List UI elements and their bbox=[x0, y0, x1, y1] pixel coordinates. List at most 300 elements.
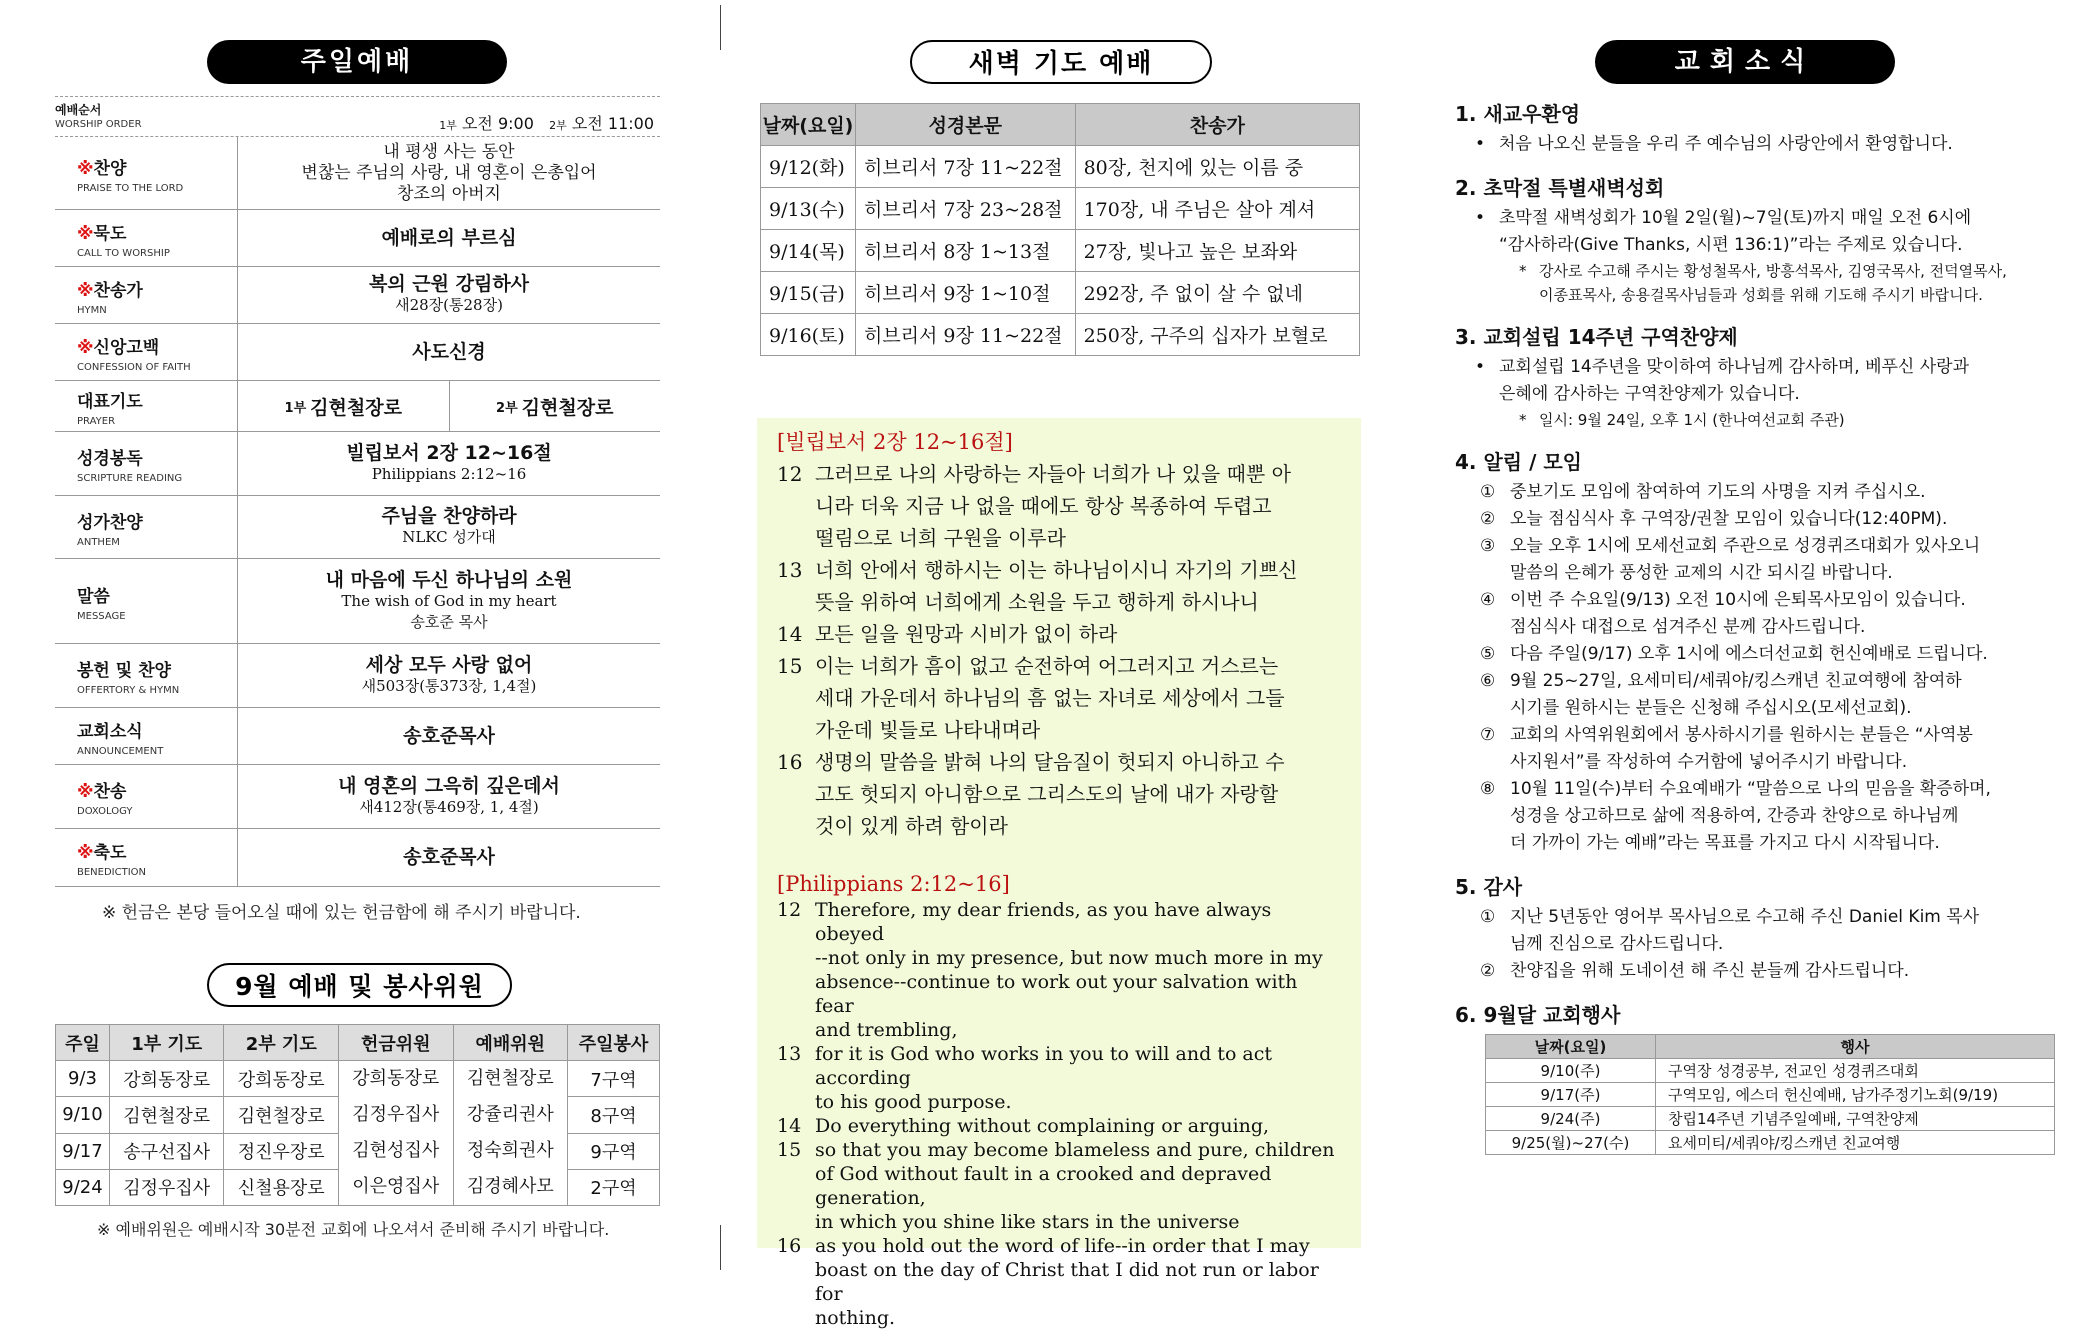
verse-line: in which you shine like stars in the universe bbox=[815, 1211, 1240, 1233]
news-item bbox=[1455, 904, 2055, 958]
worship-item-ko: 봉헌 및 찬양 bbox=[77, 661, 171, 681]
ko-scripture-ref: [빌립보서 2장 12~16절] bbox=[777, 430, 1013, 454]
dawn-cell: 히브리서 9장 1~10절 bbox=[855, 272, 1075, 314]
verse-line: 뜻을 위하여 너희에게 소원을 두고 행하게 하시나니 bbox=[815, 590, 1259, 614]
star-icon: ※ bbox=[77, 843, 94, 863]
committee-prayer2: 강희동장로 bbox=[224, 1061, 339, 1097]
events-row bbox=[1486, 1083, 2055, 1107]
news-item-line: “감사하라(Give Thanks, 시편 136:1)”라는 주제로 있습니다. bbox=[1499, 235, 1963, 255]
news-item-line: 다음 주일(9/17) 오후 1시에 에스더선교회 헌신예배로 드립니다. bbox=[1510, 644, 1988, 664]
worship-item-en: MESSAGE bbox=[77, 610, 126, 622]
verse-text bbox=[815, 554, 1298, 618]
center-divider-bottom bbox=[720, 1225, 721, 1270]
verse-line: nothing. bbox=[815, 1307, 896, 1329]
ko-verses bbox=[777, 458, 1339, 842]
worship-item-label bbox=[55, 381, 238, 431]
worship-item-value bbox=[238, 644, 660, 707]
news-item bbox=[1455, 958, 2055, 985]
worship-item-title: 사도신경 bbox=[412, 340, 486, 363]
news-item-text bbox=[1510, 641, 1988, 668]
verse-line: boast on the day of Christ that I did not run or labor for bbox=[815, 1259, 1319, 1305]
news-item bbox=[1455, 533, 2055, 587]
news-item-line: 오늘 오후 1시에 모세선교회 주관으로 성경퀴즈대회가 있사오니 bbox=[1510, 536, 1981, 556]
worship-item-line: 송호준 목사 bbox=[410, 612, 488, 631]
news-item-marker: * bbox=[1519, 411, 1527, 429]
news-section-title: 4. 알림 / 모임 bbox=[1455, 450, 1582, 474]
committee-date: 9/24 bbox=[56, 1169, 110, 1205]
news-item-marker: * bbox=[1519, 262, 1527, 280]
news-item-text bbox=[1510, 776, 1991, 857]
dawn-row bbox=[761, 230, 1360, 272]
worship-item-label bbox=[55, 210, 238, 266]
news-item-line: 중보기도 모임에 참여하여 기도의 사명을 지켜 주십시오. bbox=[1510, 482, 1926, 502]
worship-row bbox=[55, 765, 660, 829]
worship-member: 정숙희권사 bbox=[466, 1140, 554, 1161]
news-item-line: 은혜에 감사하는 구역찬양제가 있습니다. bbox=[1499, 384, 1800, 404]
offering-member: 이은영집사 bbox=[352, 1176, 440, 1197]
committee-prayer1: 송구선집사 bbox=[109, 1133, 224, 1169]
dawn-cell: 9/14(목) bbox=[761, 230, 856, 272]
worship-item-value bbox=[238, 267, 660, 323]
events-cell: 9/24(주) bbox=[1486, 1107, 1656, 1131]
events-row bbox=[1486, 1107, 2055, 1131]
worship-item-line: 변찮는 주님의 사랑, 내 영혼이 은총입어 bbox=[301, 162, 597, 183]
verse-line: 생명의 말씀을 밝혀 나의 달음질이 헛되지 아니하고 수 bbox=[815, 750, 1285, 774]
prayer-split bbox=[238, 381, 660, 431]
committee-header: 예배위원 bbox=[453, 1025, 568, 1061]
committee-prayer1: 강희동장로 bbox=[109, 1061, 224, 1097]
offering-committee bbox=[339, 1061, 454, 1206]
worship-item-label bbox=[55, 267, 238, 323]
news-item-text bbox=[1499, 205, 1971, 259]
verse-line: 떨림으로 너희 구원을 이루라 bbox=[815, 526, 1066, 550]
committee-prayer2: 김현철장로 bbox=[224, 1097, 339, 1133]
verse-number: 12 bbox=[777, 899, 802, 921]
news-item-text bbox=[1539, 259, 2007, 307]
news-item-line: 9월 25~27일, 요세미티/세쿼야/킹스캐년 친교여행에 참여하 bbox=[1510, 671, 1962, 691]
worship-item-line: The wish of God in my heart bbox=[341, 591, 557, 610]
dawn-header: 성경본문 bbox=[855, 104, 1075, 146]
dawn-header: 날짜(요일) bbox=[761, 104, 856, 146]
worship-item-label bbox=[55, 644, 238, 707]
offering-member: 김현성집사 bbox=[352, 1140, 440, 1161]
offering-member: 김정우집사 bbox=[352, 1104, 440, 1125]
worship-item-label bbox=[55, 432, 238, 495]
dawn-cell: 292장, 주 없이 살 수 없네 bbox=[1075, 272, 1359, 314]
worship-row bbox=[55, 267, 660, 324]
verse-number: 14 bbox=[777, 1115, 802, 1137]
news-item-marker: • bbox=[1475, 357, 1486, 377]
committee-date: 9/17 bbox=[56, 1133, 110, 1169]
worship-item-en: BENEDICTION bbox=[77, 867, 147, 878]
worship-item-title: 복의 근원 강림하사 bbox=[368, 273, 530, 295]
worship-item-line: 새28장(통28장) bbox=[395, 296, 503, 314]
verse-text bbox=[815, 746, 1285, 842]
church-news bbox=[1455, 98, 2055, 1155]
news-item-marker: ② bbox=[1480, 961, 1496, 981]
news-item-line: 처음 나오신 분들을 우리 주 예수님의 사랑안에서 환영합니다. bbox=[1499, 134, 1953, 154]
committee-header: 주일 bbox=[56, 1025, 110, 1061]
dawn-cell: 히브리서 7장 11~22절 bbox=[855, 146, 1075, 188]
news-item-text bbox=[1499, 131, 1953, 158]
news-item bbox=[1455, 776, 2055, 857]
news-item-text bbox=[1539, 408, 1845, 432]
news-section-title: 3. 교회설립 14주년 구역찬양제 bbox=[1455, 325, 1738, 349]
events-cell: 창립14주년 기념주일예배, 구역찬양제 bbox=[1656, 1107, 2055, 1131]
worship-item-ko: ※찬송 bbox=[77, 782, 127, 802]
news-item-marker: ⑦ bbox=[1480, 725, 1496, 745]
verse-number: 13 bbox=[777, 558, 803, 582]
verse-line: to his good purpose. bbox=[815, 1091, 1012, 1113]
worship-row bbox=[55, 210, 660, 267]
dawn-cell: 히브리서 9장 11~22절 bbox=[855, 314, 1075, 356]
news-item-line: 이번 주 수요일(9/13) 오전 10시에 은퇴목사모임이 있습니다. bbox=[1510, 590, 1966, 610]
worship-item-line: Philippians 2:12~16 bbox=[371, 464, 527, 483]
verse-line: 너희 안에서 행하시는 이는 하나님이시니 자기의 기쁘신 bbox=[815, 558, 1298, 582]
worship-item-title: 내 마음에 두신 하나님의 소원 bbox=[325, 568, 573, 591]
worship-row bbox=[55, 381, 660, 432]
worship-item-line: 내 평생 사는 동안 bbox=[383, 141, 515, 162]
worship-row bbox=[55, 644, 660, 708]
committee-date: 9/3 bbox=[56, 1061, 110, 1097]
worship-item-en: SCRIPTURE READING bbox=[77, 473, 183, 484]
verse-line: and trembling, bbox=[815, 1019, 958, 1041]
news-item-marker: • bbox=[1475, 134, 1486, 154]
worship-item-title: 예배로의 부르심 bbox=[381, 226, 517, 249]
news-item-marker: ① bbox=[1480, 907, 1496, 927]
events-header-row bbox=[1486, 1035, 2055, 1059]
news-section-title: 6. 9월달 교회행사 bbox=[1455, 1003, 1621, 1027]
events-row bbox=[1486, 1059, 2055, 1083]
service2-label: 2부 bbox=[549, 119, 567, 132]
news-item bbox=[1455, 668, 2055, 722]
worship-item-en: HYMN bbox=[77, 304, 107, 316]
news-item-text bbox=[1510, 506, 1947, 533]
worship-item-value bbox=[238, 708, 660, 764]
worship-member: 김현철장로 bbox=[466, 1068, 554, 1089]
verse bbox=[777, 650, 1339, 746]
events-cell: 요세미티/세쿼야/킹스캐년 친교여행 bbox=[1656, 1131, 2055, 1155]
committee-header: 1부 기도 bbox=[109, 1025, 224, 1061]
verse bbox=[777, 1234, 1339, 1330]
worship-committee bbox=[453, 1061, 568, 1206]
worship-order-header bbox=[55, 97, 660, 137]
committee-prayer2: 신철용장로 bbox=[224, 1169, 339, 1205]
worship-item-en: CALL TO WORSHIP bbox=[77, 247, 170, 259]
worship-item-ko: ※묵도 bbox=[77, 223, 127, 244]
news-item bbox=[1455, 354, 2055, 408]
worship-item-value bbox=[238, 559, 660, 643]
news-item-text bbox=[1510, 904, 1979, 958]
star-icon: ※ bbox=[77, 782, 94, 802]
verse-line: of God without fault in a crooked and depraved generation, bbox=[815, 1163, 1272, 1209]
worship-member: 김경혜사모 bbox=[466, 1176, 554, 1197]
worship-row bbox=[55, 496, 660, 559]
news-section-title: 2. 초막절 특별새벽성회 bbox=[1455, 176, 1665, 200]
verse-number: 12 bbox=[777, 462, 803, 486]
worship-item-en: DOXOLOGY bbox=[77, 806, 133, 817]
worship-item-ko: ※축도 bbox=[77, 843, 127, 863]
news-item-line: 더 가까이 가는 예배”라는 목표를 가지고 다시 시작됩니다. bbox=[1510, 833, 1940, 853]
dawn-header: 찬송가 bbox=[1075, 104, 1359, 146]
verse-line: 모든 일을 원망과 시비가 없이 하라 bbox=[815, 622, 1118, 646]
news-item bbox=[1455, 506, 2055, 533]
news-item-marker: ③ bbox=[1480, 536, 1496, 556]
worship-item-title: 주님을 찬양하라 bbox=[381, 505, 517, 527]
verse-line: 고도 헛되지 아니함으로 그리스도의 날에 내가 자랑할 bbox=[815, 782, 1279, 806]
news-item-text bbox=[1510, 958, 1909, 985]
offering-member: 강희동장로 bbox=[352, 1068, 440, 1089]
worship-row bbox=[55, 708, 660, 765]
events-table bbox=[1485, 1034, 2055, 1155]
church-news-title: 교회소식 bbox=[1595, 40, 1895, 84]
committee-prayer2: 정진우장로 bbox=[224, 1133, 339, 1169]
worship-item-line: NLKC 성가대 bbox=[402, 528, 496, 546]
worship-item-label bbox=[55, 137, 238, 209]
news-item-line: 님께 진심으로 감사드립니다. bbox=[1510, 934, 1724, 954]
worship-item-label bbox=[55, 324, 238, 380]
verse-number: 13 bbox=[777, 1043, 802, 1065]
news-item-line: 시기를 원하시는 분들은 신청해 주십시오(모세선교회). bbox=[1510, 698, 1912, 718]
news-item-line: 일시: 9월 24일, 오후 1시 (한나여선교회 주관) bbox=[1539, 411, 1845, 429]
verse-number: 15 bbox=[777, 654, 803, 678]
prayer-service2: 2부 김현철장로 bbox=[496, 396, 614, 419]
committee-table bbox=[55, 1024, 660, 1206]
verse-text bbox=[815, 618, 1117, 650]
worship-item-ko: ※신앙고백 bbox=[77, 337, 160, 358]
worship-item-title: 빌립보서 2장 12~16절 bbox=[346, 441, 552, 464]
en-scripture-ref: [Philippians 2:12~16] bbox=[777, 872, 1010, 896]
dawn-prayer-table bbox=[760, 103, 1360, 356]
worship-item-en: CONFESSION OF FAITH bbox=[77, 361, 191, 373]
dawn-cell: 9/15(금) bbox=[761, 272, 856, 314]
verse-text bbox=[815, 1114, 1269, 1138]
verse-text bbox=[815, 1042, 1339, 1114]
verse-line: 가운데 빛들로 나타내며라 bbox=[815, 718, 1041, 742]
worship-item-en: ANTHEM bbox=[77, 536, 120, 548]
worship-item-label bbox=[55, 708, 238, 764]
verse-number: 15 bbox=[777, 1139, 802, 1161]
events-cell: 9/25(월)~27(수) bbox=[1486, 1131, 1656, 1155]
news-item bbox=[1455, 722, 2055, 776]
worship-item-label bbox=[55, 765, 238, 828]
worship-item-title: 송호준목사 bbox=[403, 846, 495, 868]
dawn-row bbox=[761, 188, 1360, 230]
verse-line: 이는 너희가 흠이 없고 순전하여 어그러지고 거스르는 bbox=[815, 654, 1279, 678]
verse-text bbox=[815, 1138, 1339, 1234]
dawn-cell: 9/13(수) bbox=[761, 188, 856, 230]
verse bbox=[777, 1114, 1339, 1138]
committee-date: 9/10 bbox=[56, 1097, 110, 1133]
verse-line: as you hold out the word of life--in order that I may bbox=[815, 1235, 1310, 1257]
worship-item-en: PRAISE TO THE LORD bbox=[77, 182, 184, 194]
verse bbox=[777, 1138, 1339, 1234]
news-item-line: 사지원서”를 작성하여 수거함에 넣어주시기 바랍니다. bbox=[1510, 752, 1908, 772]
service2-time: 오전 11:00 bbox=[571, 114, 654, 133]
news-item-text bbox=[1510, 479, 1926, 506]
news-item bbox=[1455, 641, 2055, 668]
dawn-row bbox=[761, 146, 1360, 188]
center-divider-top bbox=[720, 5, 721, 50]
worship-row bbox=[55, 137, 660, 210]
worship-item-ko: ※찬송가 bbox=[77, 280, 143, 301]
verse-text bbox=[815, 650, 1285, 746]
news-item-line: 점심식사 대접으로 섬겨주신 분께 감사드립니다. bbox=[1510, 617, 1866, 637]
news-item bbox=[1455, 131, 2055, 158]
worship-item-en: PRAYER bbox=[77, 415, 116, 427]
news-item-line: 지난 5년동안 영어부 목사님으로 수고해 주신 Daniel Kim 목사 bbox=[1510, 907, 1980, 927]
verse-text bbox=[815, 898, 1339, 1042]
worship-item-value bbox=[238, 324, 660, 380]
events-cell: 9/10(주) bbox=[1486, 1059, 1656, 1083]
news-item-line: 찬양집을 위해 도네이션 해 주신 분들께 감사드립니다. bbox=[1510, 961, 1910, 981]
star-icon: ※ bbox=[77, 223, 94, 244]
verse-line: 그러므로 나의 사랑하는 자들아 너희가 나 있을 때뿐 아 bbox=[815, 462, 1291, 486]
news-section-title: 1. 새교우환영 bbox=[1455, 102, 1581, 126]
verse bbox=[777, 898, 1339, 1042]
verse-line: absence--continue to work out your salvation with fear bbox=[815, 971, 1298, 1017]
worship-item-ko: 말씀 bbox=[77, 586, 110, 607]
worship-item-title: 내 영혼의 그윽히 깊은데서 bbox=[338, 774, 560, 797]
worship-item-title: 송호준목사 bbox=[403, 724, 495, 747]
worship-item-line: 새412장(통469장, 1, 4절) bbox=[359, 797, 539, 816]
committee-header: 주일봉사 bbox=[568, 1025, 660, 1061]
news-item-line: 오늘 점심식사 후 구역장/권찰 모임이 있습니다(12:40PM). bbox=[1510, 509, 1948, 529]
worship-item-ko: 교회소식 bbox=[77, 721, 143, 742]
events-header: 행사 bbox=[1656, 1035, 2055, 1059]
news-item bbox=[1455, 587, 2055, 641]
worship-row bbox=[55, 324, 660, 381]
verse bbox=[777, 458, 1339, 554]
prayer-service1: 1부 김현철장로 bbox=[238, 381, 450, 431]
verse bbox=[777, 1042, 1339, 1114]
dawn-row bbox=[761, 272, 1360, 314]
worship-row bbox=[55, 559, 660, 644]
committee-title: 9월 예배 및 봉사위원 bbox=[207, 963, 512, 1007]
dawn-cell: 히브리서 7장 23~28절 bbox=[855, 188, 1075, 230]
verse-number: 16 bbox=[777, 1235, 802, 1257]
news-item-text bbox=[1510, 722, 1973, 776]
news-item bbox=[1455, 408, 2055, 432]
verse-line: Do everything without complaining or arguing, bbox=[815, 1115, 1270, 1137]
committee-service: 8구역 bbox=[568, 1097, 660, 1133]
verse-number: 14 bbox=[777, 622, 803, 646]
news-item-line: 성경을 상고하므로 삶에 적용하여, 간증과 찬양으로 하나님께 bbox=[1510, 806, 1959, 826]
committee-prayer1: 김현철장로 bbox=[109, 1097, 224, 1133]
committee-note: ※ 예배위원은 예배시작 30분전 교회에 나오셔서 준비해 주시기 바랍니다. bbox=[97, 1220, 610, 1239]
worship-item-value bbox=[238, 829, 660, 886]
worship-order-ko: 예배순서 bbox=[55, 103, 102, 117]
dawn-cell: 9/12(화) bbox=[761, 146, 856, 188]
news-item bbox=[1455, 479, 2055, 506]
news-item-marker: ② bbox=[1480, 509, 1496, 529]
events-cell: 구역모임, 에스더 헌신예배, 남가주정기노회(9/19) bbox=[1656, 1083, 2055, 1107]
dawn-cell: 27장, 빛나고 높은 보좌와 bbox=[1075, 230, 1359, 272]
prayer-service1-label: 1부 bbox=[284, 400, 307, 416]
committee-service: 9구역 bbox=[568, 1133, 660, 1169]
verse bbox=[777, 746, 1339, 842]
worship-item-ko: ※찬양 bbox=[77, 158, 127, 179]
verse-line: 세대 가운데서 하나님의 흠 없는 자녀로 세상에서 그들 bbox=[815, 686, 1285, 710]
news-item-line: 이종표목사, 송용걸목사님들과 성회를 위해 기도해 주시기 바랍니다. bbox=[1539, 286, 1983, 304]
verse-text bbox=[815, 1234, 1339, 1330]
news-item-text bbox=[1510, 668, 1962, 722]
committee-header: 헌금위원 bbox=[339, 1025, 454, 1061]
events-header: 날짜(요일) bbox=[1486, 1035, 1656, 1059]
star-icon: ※ bbox=[77, 158, 94, 179]
scripture-box bbox=[757, 418, 1361, 1329]
service-times bbox=[439, 111, 654, 134]
verse bbox=[777, 554, 1339, 618]
events-row bbox=[1486, 1131, 2055, 1155]
verse-text bbox=[815, 458, 1291, 554]
verse-line: Therefore, my dear friends, as you have always obeyed bbox=[815, 899, 1272, 945]
service1-time: 오전 9:00 bbox=[461, 114, 534, 133]
dawn-cell: 250장, 구주의 십자가 보혈로 bbox=[1075, 314, 1359, 356]
committee-prayer1: 김정우집사 bbox=[109, 1169, 224, 1205]
worship-row bbox=[55, 829, 660, 887]
news-item-text bbox=[1499, 354, 1969, 408]
verse-line: 니라 더욱 지금 나 없을 때에도 항상 복종하여 두렵고 bbox=[815, 494, 1272, 518]
news-item-line: 교회설립 14주년을 맞이하여 하나님께 감사하며, 베푸신 사랑과 bbox=[1499, 357, 1970, 377]
en-verses bbox=[777, 898, 1339, 1330]
worship-item-en: OFFERTORY & HYMN bbox=[77, 685, 180, 696]
news-item-text bbox=[1510, 587, 1966, 641]
service1-label: 1부 bbox=[439, 119, 457, 132]
dawn-cell: 히브리서 8장 1~13절 bbox=[855, 230, 1075, 272]
verse-line: so that you may become blameless and pure, children bbox=[815, 1139, 1335, 1161]
news-item bbox=[1455, 259, 2055, 307]
news-item-marker: ⑤ bbox=[1480, 644, 1496, 664]
news-item-line: 교회의 사역위원회에서 봉사하시기를 원하시는 분들은 “사역봉 bbox=[1510, 725, 1973, 745]
worship-item-label bbox=[55, 496, 238, 558]
dawn-cell: 80장, 천지에 있는 이름 중 bbox=[1075, 146, 1359, 188]
news-item-line: 강사로 수고해 주시는 황성철목사, 방흥석목사, 김영국목사, 전덕열목사, bbox=[1539, 262, 2007, 280]
star-icon: ※ bbox=[77, 280, 94, 301]
news-item-text bbox=[1510, 533, 1980, 587]
committee-service: 2구역 bbox=[568, 1169, 660, 1205]
worship-item-label bbox=[55, 559, 238, 643]
verse bbox=[777, 618, 1339, 650]
worship-order bbox=[55, 96, 660, 887]
worship-item-value bbox=[238, 210, 660, 266]
dawn-cell: 170장, 내 주님은 살아 계셔 bbox=[1075, 188, 1359, 230]
news-item-marker: ① bbox=[1480, 482, 1496, 502]
committee-service: 7구역 bbox=[568, 1061, 660, 1097]
worship-item-value bbox=[238, 432, 660, 495]
offering-note: ※ 헌금은 본당 들어오실 때에 있는 헌금함에 해 주시기 바랍니다. bbox=[102, 903, 581, 923]
verse-number: 16 bbox=[777, 750, 803, 774]
dawn-row bbox=[761, 314, 1360, 356]
verse-line: 것이 있게 하려 함이라 bbox=[815, 814, 1008, 838]
star-icon: ※ bbox=[77, 337, 94, 358]
worship-item-ko: 대표기도 bbox=[77, 391, 143, 412]
worship-item-ko: 성경봉독 bbox=[77, 449, 143, 469]
news-item bbox=[1455, 205, 2055, 259]
news-item-marker: ④ bbox=[1480, 590, 1496, 610]
sunday-worship-title: 주일예배 bbox=[207, 40, 507, 84]
worship-item-en: ANNOUNCEMENT bbox=[77, 745, 164, 757]
worship-item-ko: 성가찬양 bbox=[77, 512, 143, 533]
worship-item-title: 세상 모두 사랑 없어 bbox=[365, 653, 533, 676]
verse-line: for it is God who works in you to will and to act according bbox=[815, 1043, 1273, 1089]
prayer-service2-label: 2부 bbox=[496, 400, 518, 416]
events-cell: 9/17(주) bbox=[1486, 1083, 1656, 1107]
worship-row bbox=[55, 432, 660, 496]
news-section-title: 5. 감사 bbox=[1455, 875, 1523, 899]
verse-line: --not only in my presence, but now much more in my bbox=[815, 947, 1323, 969]
worship-order-en: WORSHIP ORDER bbox=[55, 119, 142, 130]
